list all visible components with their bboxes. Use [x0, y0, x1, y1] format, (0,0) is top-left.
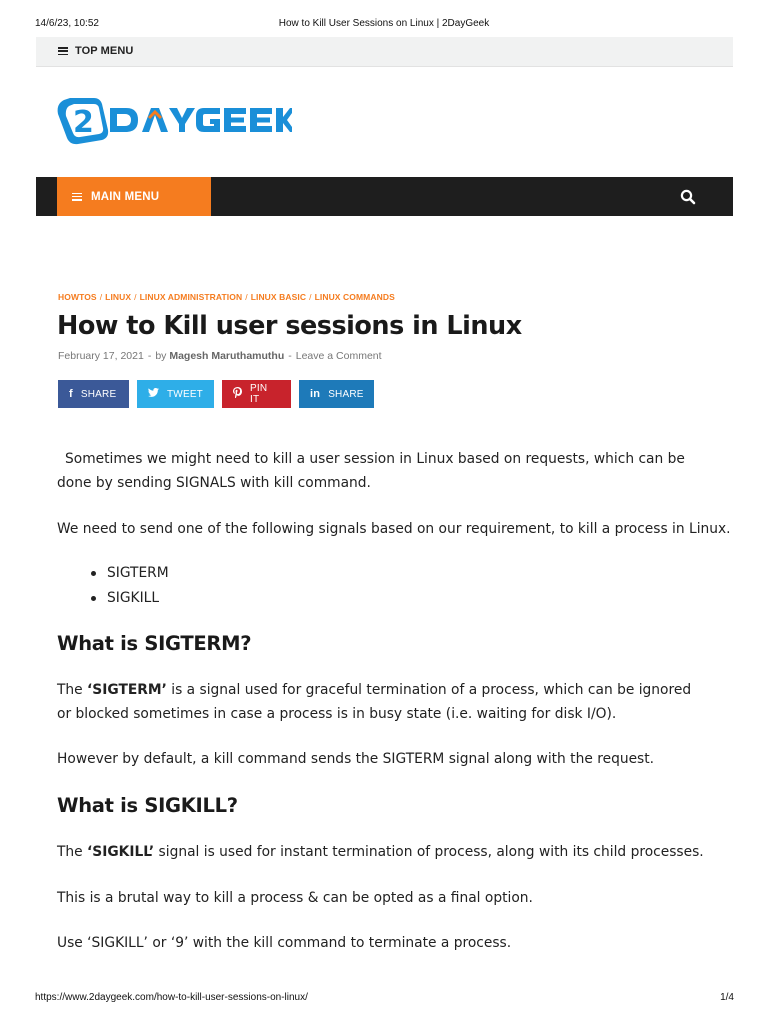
- article-paragraph: This is a brutal way to kill a process & can be opted as a final option.: [57, 890, 533, 906]
- print-datetime: 14/6/23, 10:52: [35, 18, 99, 29]
- article-paragraph: However by default, a kill command sends the SIGTERM signal along with the request.: [57, 751, 655, 767]
- article-paragraph: Use ‘SIGKILL’ or ‘9’ with the kill command to terminate a process.: [57, 935, 512, 951]
- post-author-link[interactable]: Magesh Maruthamuthu: [169, 350, 285, 362]
- top-menu-button[interactable]: [58, 45, 133, 57]
- article-paragraph: The ‘SIGKILL’ signal is used for instant termination of process, along with its child processes.: [57, 844, 704, 860]
- list-item: SIGKILL: [87, 586, 169, 611]
- tweet-label: TWEET: [167, 388, 203, 400]
- breadcrumb: HOWTOS / LINUX / LINUX ADMINISTRATION / LINUX BASIC / LINUX COMMANDS: [58, 292, 395, 302]
- post-title: How to Kill user sessions in Linux: [57, 311, 522, 341]
- linkedin-icon: in: [310, 388, 321, 400]
- breadcrumb-link-linux-commands[interactable]: LINUX COMMANDS: [314, 292, 395, 302]
- facebook-icon: f: [69, 388, 73, 400]
- top-menu-label: TOP MENU: [75, 45, 134, 57]
- breadcrumb-link-howtos[interactable]: HOWTOS: [58, 292, 97, 302]
- post-by: by: [155, 350, 167, 362]
- share-label: SHARE: [328, 388, 364, 400]
- twitter-tweet-button[interactable]: [137, 380, 214, 408]
- list-item: SIGTERM: [87, 561, 169, 586]
- main-menu-button[interactable]: [57, 177, 211, 216]
- share-label: SHARE: [80, 388, 117, 400]
- breadcrumb-link-linux-administration[interactable]: LINUX ADMINISTRATION: [139, 292, 243, 302]
- post-meta: February 17, 2021 - by Magesh Maruthamuthu - Leave a Comment: [58, 350, 382, 362]
- search-icon[interactable]: [680, 189, 696, 205]
- article-paragraph: Sometimes we might need to kill a user session in Linux based on requests, which can be done by sending SIGNALS with kill command.: [57, 451, 685, 491]
- top-menu-bar: [36, 37, 733, 67]
- pinterest-pin-button[interactable]: [222, 380, 291, 408]
- section-heading-sigkill: What is SIGKILL?: [57, 794, 238, 817]
- hamburger-icon: [58, 47, 68, 55]
- print-url: https://www.2daygeek.com/how-to-kill-user-sessions-on-linux/: [35, 992, 308, 1003]
- breadcrumb-link-linux-basic[interactable]: LINUX BASIC: [250, 292, 307, 302]
- print-page-title: How to Kill User Sessions on Linux | 2DayGeek: [278, 18, 490, 29]
- main-menu-label: MAIN MENU: [91, 190, 160, 203]
- article-paragraph: We need to send one of the following signals based on our requirement, to kill a process in Linux.: [57, 521, 731, 537]
- signal-list: [87, 561, 169, 611]
- linkedin-share-button[interactable]: [299, 380, 374, 408]
- facebook-share-button[interactable]: [58, 380, 129, 408]
- leave-comment-link[interactable]: Leave a Comment: [295, 350, 382, 362]
- main-navigation: [36, 177, 733, 216]
- breadcrumb-link-linux[interactable]: LINUX: [105, 292, 132, 302]
- svg-text:2: 2: [73, 105, 94, 140]
- share-buttons: [58, 380, 374, 408]
- pinterest-icon: [233, 387, 242, 401]
- article-paragraph: The ‘SIGTERM’ is a signal used for graceful termination of a process, which can be ignored or blocked sometimes in case a process is in busy state (i.e. waiting for disk I/O).: [57, 682, 692, 722]
- section-heading-sigterm: What is SIGTERM?: [57, 632, 252, 655]
- hamburger-icon: [72, 193, 82, 201]
- post-date: February 17, 2021: [58, 350, 144, 362]
- twitter-icon: [148, 388, 159, 400]
- pin-it-label: PIN IT: [250, 383, 268, 405]
- site-logo[interactable]: [56, 92, 292, 148]
- print-page-number: 1/4: [720, 992, 734, 1003]
